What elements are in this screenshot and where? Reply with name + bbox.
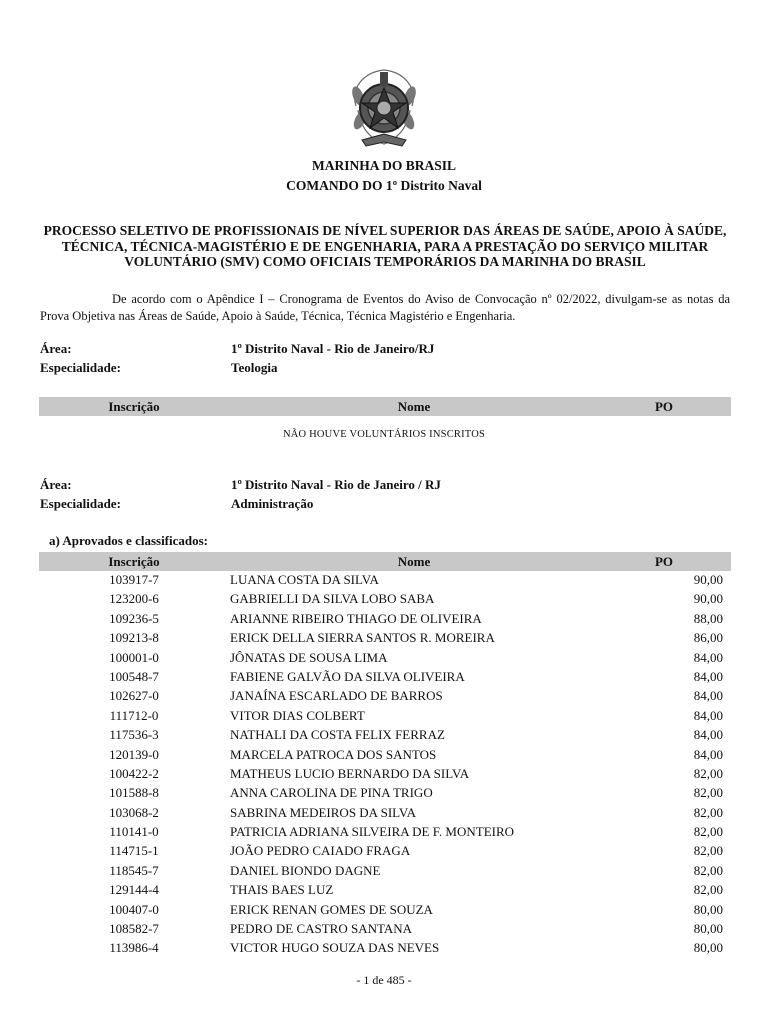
table-row	[39, 766, 731, 785]
row-inscricao: 123200-6	[109, 591, 159, 607]
row-nome: LUANA COSTA DA SILVA	[230, 572, 379, 587]
row-inscricao: 101588-8	[109, 785, 159, 801]
row-nome: JÔNATAS DE SOUSA LIMA	[230, 649, 388, 665]
row-po: 84,00	[693, 668, 723, 684]
row-po: 82,00	[693, 765, 723, 781]
row-po: 84,00	[693, 707, 723, 723]
row-nome: GABRIELLI DA SILVA LOBO SABA	[230, 591, 435, 607]
row-nome: ARIANNE RIBEIRO THIAGO DE OLIVEIRA	[230, 610, 482, 626]
approved-subheading: a) Aprovados e classificados:	[49, 533, 209, 548]
page-number: - 1 de 485 -	[356, 973, 412, 987]
row-po: 82,00	[693, 804, 723, 820]
row-po: 86,00	[693, 630, 723, 646]
table-row	[39, 824, 731, 843]
table-row	[39, 591, 731, 610]
row-po: 90,00	[693, 591, 723, 607]
col-inscricao: Inscrição	[108, 554, 160, 569]
row-inscricao: 117536-3	[109, 727, 159, 743]
table-row	[39, 572, 731, 591]
row-inscricao: 109213-8	[109, 630, 159, 646]
no-volunteers-notice: NÃO HOUVE VOLUNTÁRIOS INSCRITOS	[282, 429, 486, 440]
table-row	[39, 708, 731, 727]
row-po: 84,00	[693, 746, 723, 762]
col-inscricao: Inscrição	[108, 399, 160, 414]
specialty-label-2: Especialidade:	[40, 496, 121, 511]
table-row	[39, 669, 731, 688]
table-row	[39, 921, 731, 940]
table-row	[39, 902, 731, 921]
row-nome: THAIS BAES LUZ	[230, 882, 334, 898]
area-value-2: 1º Distrito Naval - Rio de Janeiro / RJ	[231, 477, 441, 492]
row-inscricao: 114715-1	[109, 843, 159, 859]
row-nome: VITOR DIAS COLBERT	[230, 707, 365, 723]
row-inscricao: 113986-4	[109, 940, 159, 956]
row-nome: PEDRO DE CASTRO SANTANA	[230, 921, 413, 937]
col-nome: Nome	[397, 554, 431, 569]
row-nome: MARCELA PATROCA DOS SANTOS	[230, 746, 437, 762]
table-row	[39, 843, 731, 862]
row-po: 82,00	[693, 843, 723, 859]
table-row	[39, 785, 731, 804]
table-row	[39, 863, 731, 882]
col-po: PO	[654, 399, 674, 414]
document-title: PROCESSO SELETIVO DE PROFISSIONAIS DE NÍVEL SUPERIOR DAS ÁREAS DE SAÚDE, APOIO À SAÚDE, TÉCNICA, TÉCNICA-MAGISTÉRIO E DE ENGENHARIA, PARA A PRESTAÇÃO DO SERVIÇO MILITAR VOLUNTÁRIO (SMV) COMO OFICIAIS TEMPORÁRIOS DA MARINHA DO BRASIL	[43, 223, 727, 269]
intro-text: De acordo com o Apêndice I – Cronograma de Eventos do Aviso de Convocação nº 02/2022, divulgam-se as notas da Prova Objetiva nas Áreas de Saúde, Apoio à Saúde, Técnica, Técnica Magistério e Engenharia.	[40, 292, 730, 323]
row-po: 80,00	[693, 921, 723, 937]
org-line-1: MARINHA DO BRASIL	[311, 158, 457, 173]
table-row	[39, 882, 731, 901]
area-label-2: Área:	[40, 477, 72, 492]
col-nome: Nome	[397, 399, 431, 414]
row-nome: ERICK DELLA SIERRA SANTOS R. MOREIRA	[230, 630, 495, 646]
row-inscricao: 109236-5	[109, 610, 159, 626]
table-row	[39, 747, 731, 766]
area-label-1: Área:	[40, 341, 72, 356]
row-inscricao: 108582-7	[109, 921, 159, 937]
row-inscricao: 111712-0	[109, 707, 159, 723]
row-nome: JANAÍNA ESCARLADO DE BARROS	[230, 688, 443, 704]
intro-paragraph	[40, 291, 730, 325]
row-po: 82,00	[693, 824, 723, 840]
row-po: 80,00	[693, 901, 723, 917]
specialty-value-1: Teologia	[231, 360, 278, 375]
table-row	[39, 630, 731, 649]
row-po: 80,00	[693, 940, 723, 956]
row-inscricao: 100001-0	[109, 649, 159, 665]
row-nome: SABRINA MEDEIROS DA SILVA	[230, 804, 417, 820]
results-table-body	[39, 572, 731, 960]
row-inscricao: 118545-7	[109, 862, 159, 878]
table-row	[39, 727, 731, 746]
row-nome: VICTOR HUGO SOUZA DAS NEVES	[230, 940, 440, 956]
table-header-2	[39, 552, 731, 571]
coat-of-arms-emblem-icon	[346, 66, 422, 154]
row-inscricao: 110141-0	[109, 824, 159, 840]
row-nome: ANNA CAROLINA DE PINA TRIGO	[230, 785, 433, 801]
area-value-1: 1º Distrito Naval - Rio de Janeiro/RJ	[231, 341, 435, 356]
row-inscricao: 100407-0	[109, 901, 159, 917]
row-po: 84,00	[693, 688, 723, 704]
row-nome: JOÃO PEDRO CAIADO FRAGA	[230, 843, 411, 859]
row-nome: MATHEUS LUCIO BERNARDO DA SILVA	[230, 765, 470, 781]
table-header-1	[39, 397, 731, 416]
row-inscricao: 120139-0	[109, 746, 159, 762]
table-row	[39, 805, 731, 824]
table-row	[39, 611, 731, 630]
row-po: 84,00	[693, 649, 723, 665]
row-inscricao: 129144-4	[109, 882, 159, 898]
row-inscricao: 103068-2	[109, 804, 159, 820]
specialty-value-2: Administração	[231, 496, 314, 511]
row-po: 82,00	[693, 785, 723, 801]
row-inscricao: 100548-7	[109, 668, 159, 684]
org-line-2: COMANDO DO 1º Distrito Naval	[286, 178, 482, 193]
row-nome: PATRICIA ADRIANA SILVEIRA DE F. MONTEIRO	[230, 824, 515, 840]
row-po: 88,00	[693, 610, 723, 626]
row-nome: DANIEL BIONDO DAGNE	[230, 862, 381, 878]
row-nome: ERICK RENAN GOMES DE SOUZA	[230, 901, 433, 917]
row-inscricao: 102627-0	[109, 688, 159, 704]
table-row	[39, 688, 731, 707]
specialty-label-1: Especialidade:	[40, 360, 121, 375]
row-po: 84,00	[693, 727, 723, 743]
row-inscricao: 103917-7	[109, 572, 159, 587]
row-po: 90,00	[693, 572, 723, 587]
col-po: PO	[654, 554, 674, 569]
row-po: 82,00	[693, 862, 723, 878]
row-nome: NATHALI DA COSTA FELIX FERRAZ	[230, 727, 445, 743]
row-inscricao: 100422-2	[109, 765, 159, 781]
table-row	[39, 650, 731, 669]
row-po: 82,00	[693, 882, 723, 898]
row-nome: FABIENE GALVÃO DA SILVA OLIVEIRA	[230, 668, 465, 684]
table-row	[39, 940, 731, 959]
